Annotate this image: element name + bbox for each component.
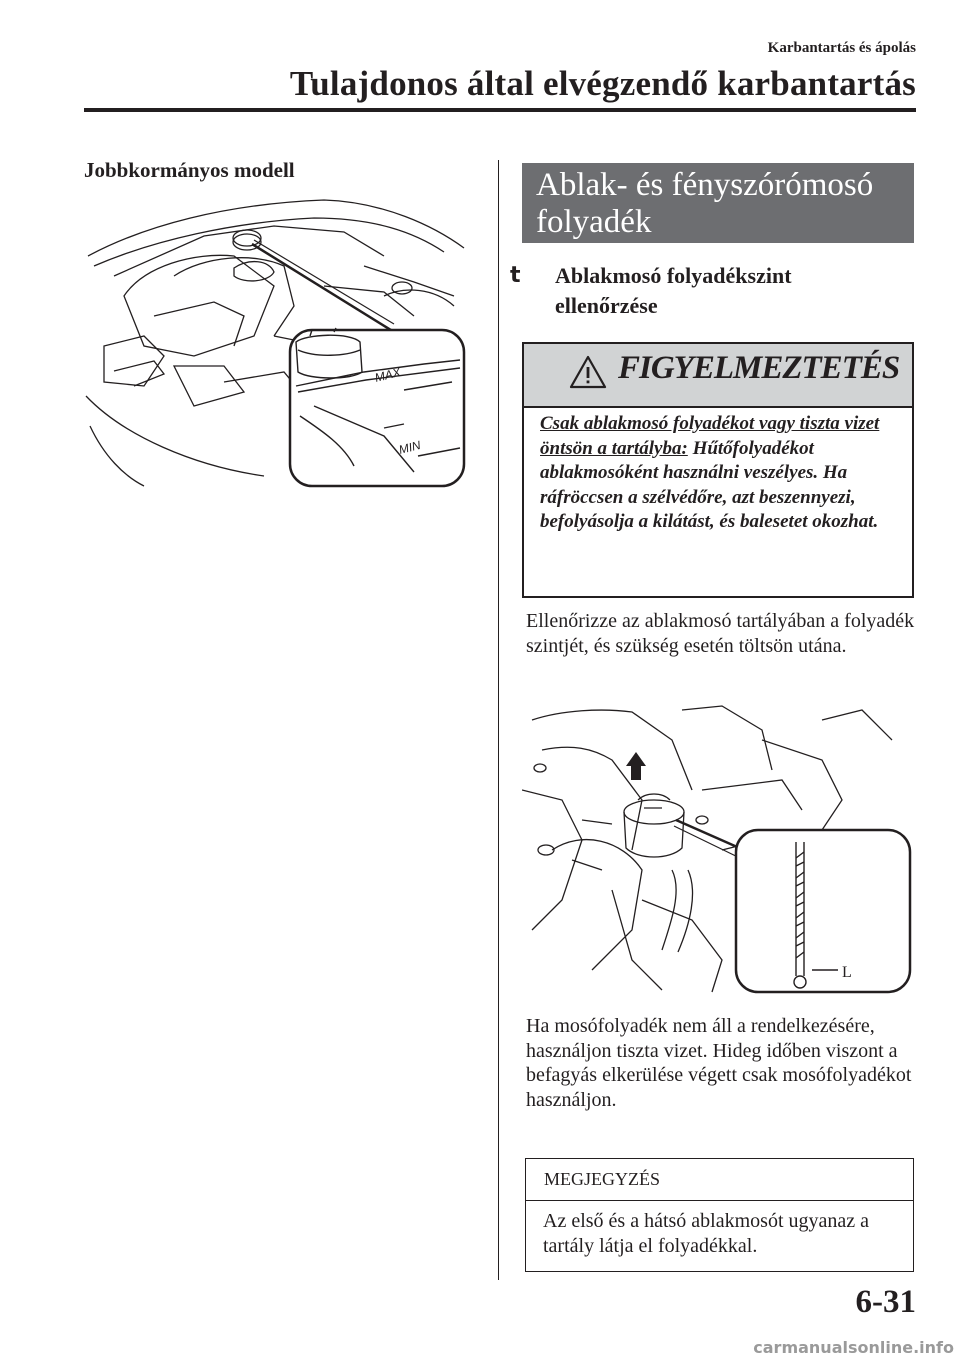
washer-reservoir-illustration: [522, 700, 914, 998]
instruction-paragraph: Ellenőrizze az ablakmosó tartályában a folyadék szintjét, és szükség esetén töltsön utána.: [526, 610, 915, 657]
advice-paragraph: Ha mosófolyadék nem áll a rendelkezésére, használjon tiszta vizet. Hideg időben viszont a befagyás elkerülése végett csak mosófolyadékot használjon.: [526, 1015, 912, 1111]
max-marker-label: MAX: [373, 365, 402, 385]
subsection-bullet: t: [510, 263, 521, 288]
level-label: L: [842, 964, 852, 981]
note-header: [526, 1159, 913, 1201]
model-subheading: Jobbkormányos modell: [84, 158, 295, 182]
page-title: Tulajdonos által elvégzendő karbantartás: [289, 64, 916, 103]
warning-header: [524, 344, 912, 408]
chapter-title: Karbantartás és ápolás: [767, 40, 916, 56]
note-box: [525, 1158, 914, 1272]
warning-text: [540, 412, 906, 535]
warning-triangle-icon: [568, 354, 608, 390]
warning-underlined-text: Csak ablakmosó folyadékot vagy tiszta vizet öntsön a tartályba:: [540, 413, 880, 459]
min-marker-label: MIN: [397, 438, 423, 457]
section-heading-box: [522, 163, 914, 243]
warning-body-text: Hűtőfolyadékot ablakmosóként használni veszélyes. Ha ráfröccsen a szélvédőre, azt beszennyezi, befolyásolja a kilátást, és balesetet okozhat.: [540, 437, 879, 532]
note-text: Az első és a hátsó ablakmosót ugyanaz a tartály látja el folyadékkal.: [543, 1210, 870, 1257]
header-rule: [84, 108, 916, 112]
section-title: Ablak- és fényszórómosó folyadék: [536, 167, 874, 240]
page-number: 6-31: [855, 1284, 916, 1320]
warning-box: [522, 342, 914, 598]
watermark: carmanualsonline.info: [753, 1338, 954, 1357]
warning-label: FIGYELMEZTETÉS: [618, 350, 900, 386]
engine-bay-illustration: [84, 196, 470, 492]
note-label: MEGJEGYZÉS: [544, 1169, 660, 1189]
subsection-title: Ablakmosó folyadékszint ellenőrzése: [555, 263, 792, 318]
column-divider: [498, 160, 499, 1280]
